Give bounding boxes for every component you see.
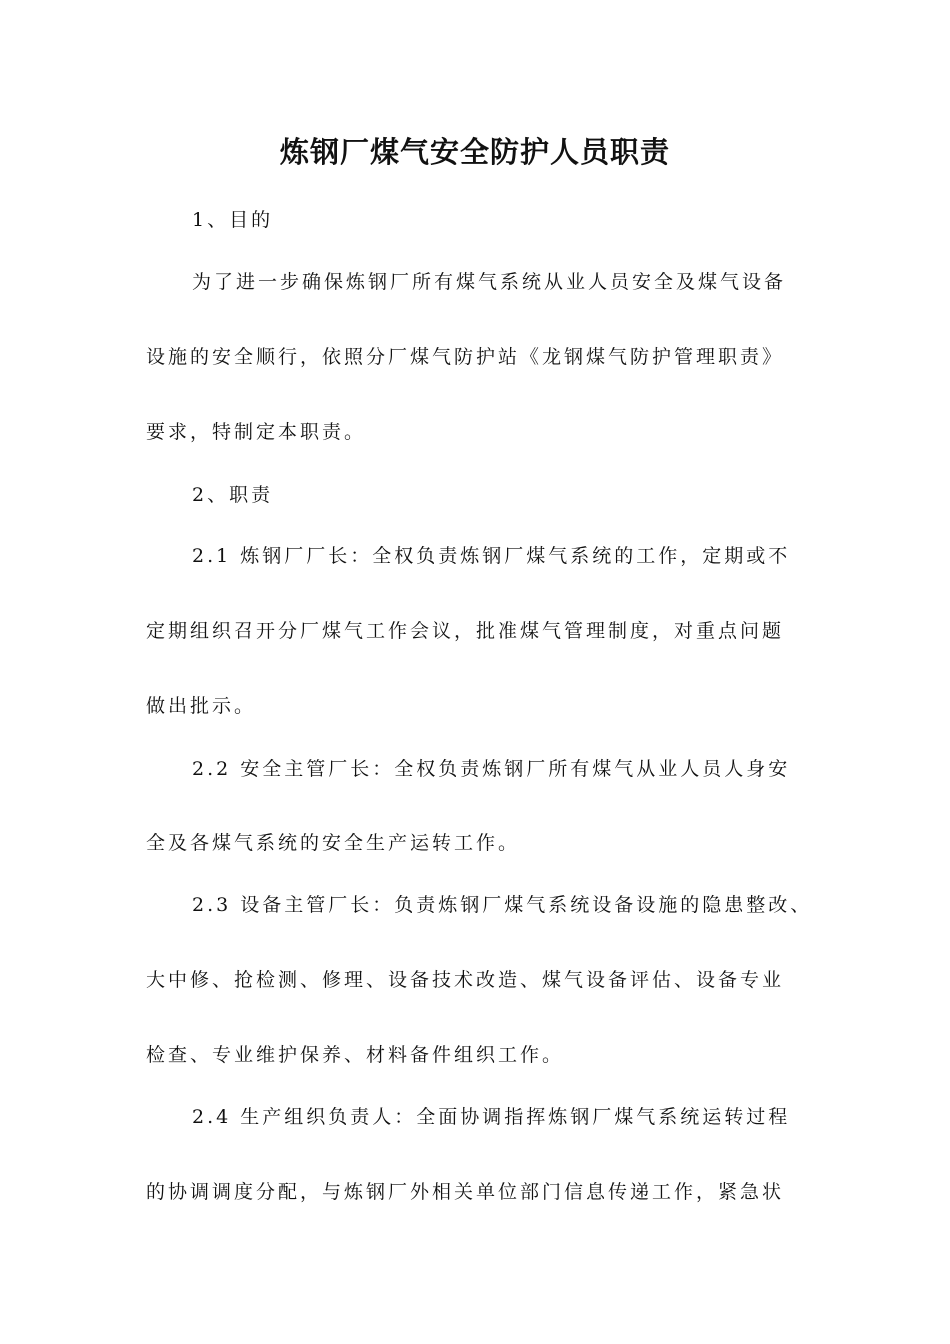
paragraph-line: 2.4 生产组织负责人：全面协调指挥炼钢厂煤气系统运转过程 — [192, 1106, 791, 1128]
paragraph-line: 2.1 炼钢厂厂长：全权负责炼钢厂煤气系统的工作，定期或不 — [192, 545, 791, 567]
paragraph-line: 做出批示。 — [146, 695, 257, 717]
paragraph-line: 2.2 安全主管厂长：全权负责炼钢厂所有煤气从业人员人身安 — [192, 758, 791, 780]
paragraph-line: 大中修、抢检测、修理、设备技术改造、煤气设备评估、设备专业 — [146, 969, 785, 991]
section-heading-purpose: 1、目的 — [192, 209, 274, 231]
paragraph-line: 2.3 设备主管厂长：负责炼钢厂煤气系统设备设施的隐患整改、 — [192, 894, 813, 916]
paragraph-line: 全及各煤气系统的安全生产运转工作。 — [146, 832, 521, 854]
paragraph-line: 检查、专业维护保养、材料备件组织工作。 — [146, 1044, 565, 1066]
paragraph-line: 设施的安全顺行，依照分厂煤气防护站《龙钢煤气防护管理职责》 — [146, 346, 785, 368]
paragraph-line: 的协调调度分配，与炼钢厂外相关单位部门信息传递工作，紧急状 — [146, 1181, 785, 1203]
document-title: 炼钢厂煤气安全防护人员职责 — [279, 135, 670, 169]
paragraph-line: 为了进一步确保炼钢厂所有煤气系统从业人员安全及煤气设备 — [192, 271, 787, 293]
paragraph-line: 要求，特制定本职责。 — [146, 421, 367, 443]
section-heading-duties: 2、职责 — [192, 484, 274, 506]
paragraph-line: 定期组织召开分厂煤气工作会议，批准煤气管理制度，对重点问题 — [146, 620, 785, 642]
